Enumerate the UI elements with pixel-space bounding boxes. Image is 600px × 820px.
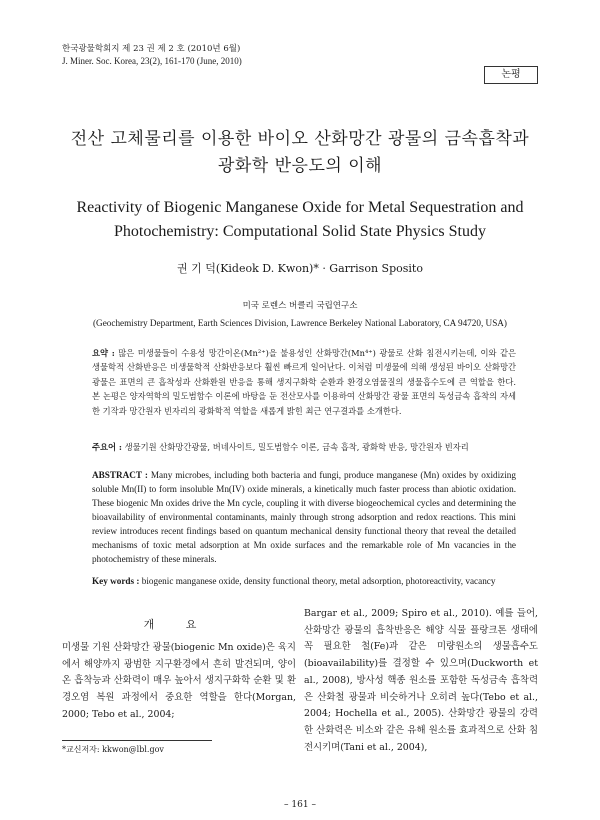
- author-list: 권 기 덕(Kideok D. Kwon)* · Garrison Sposito: [177, 262, 423, 275]
- abstract-english: [92, 468, 516, 566]
- affiliation-korean: 미국 로렌스 버클리 국립연구소: [242, 301, 358, 311]
- title-korean-line2: 광화학 반응도의 이해: [217, 156, 383, 176]
- title-english-line2: Photochemistry: Computational Solid State Physics Study: [113, 223, 486, 240]
- body-column-left: 미생물 기원 산화망간 광물(biogenic Mn oxide)은 육지에서 해양까지 광범한 지구환경에서 흔히 발견되며, 양이온 흡착능과 산화력이 매우 높아서 생지구화학 순환 및 환경오염 복원 과정에서 중요한 역할을 한다(Morgan, 2000; Tebo et al., 2004;: [62, 642, 296, 720]
- journal-header-english: J. Miner. Soc. Korea, 23(2), 161-170 (June, 2010): [62, 56, 242, 66]
- title-english-line1: Reactivity of Biogenic Manganese Oxide for Metal Sequestration and: [76, 199, 524, 216]
- keywords-english: [92, 574, 516, 588]
- abstract-korean-label: 요약 :: [92, 348, 115, 358]
- keywords-english-label: Key words :: [92, 576, 140, 586]
- title-korean-line1: 전산 고체물리를 이용한 바이오 산화망간 광물의 금속흡착과: [70, 129, 530, 149]
- keywords-english-text: biogenic manganese oxide, density functional theory, metal adsorption, photoreactivity, vacancy: [139, 576, 496, 586]
- section-heading-overview: 개 요: [143, 618, 211, 631]
- footnote-divider: [62, 740, 212, 741]
- keywords-korean-label: 주요어 :: [92, 442, 122, 452]
- body-column-right: Bargar et al., 2009; Spiro et al., 2010). 예를 들어, 산화망간 광물의 흡착반응은 해양 식물 플랑크톤 생태에 꼭 필요한 철(Fe)과 같은 미량원소의 생물흡수도(bioavailability)를 결정할 수 있으며(Duckworth et al., 2008), 방사성 핵종 원소를 포함한 독성금속 흡착력은 산화철 광물과 비슷하거나 오히려 높다(Tebo et al., 2004; Hochella et al., 2005). 산화망간 광물의 강력한 산화력은 비소와 같은 유해 원소를 효과적으로 산화 침전시키며(Tani et al., 2004),: [304, 608, 538, 753]
- affiliation-english: (Geochemistry Department, Earth Sciences Division, Lawrence Berkeley National Laboratory, CA 94720, USA): [93, 318, 507, 328]
- abstract-english-label: ABSTRACT :: [92, 470, 148, 480]
- abstract-korean: [92, 346, 516, 418]
- article-type-badge: 논평: [484, 66, 538, 84]
- abstract-korean-text: 많은 미생물들이 수용성 망간이온(Mn²⁺)을 불용성인 산화망간(Mn⁴⁺) 광물로 산화 침전시키는데, 이와 같은 생물학적 산화반응은 비생물학적 산화반응보다 훨씬 빠르게 일어난다. 이처럼 미생물에 의해 생성된 바이오 산화망간 광물은 표면의 큰 흡착성과 산화환원 반응을 통해 생지구화학 순환과 환경오염물질의 생물흡수도에 큰 역할을 한다. 본 논평은 양자역학의 밀도범함수 이론에 바탕을 둔 전산모사를 이용하여 산화망간 광물 표면의 독성금속 흡착의 자세한 기작과 망간원자 빈자리의 광화학적 역할을 새롭게 밝힌 최근 연구결과를 소개한다.: [92, 348, 516, 416]
- journal-header-korean: 한국광물학회지 제 23 권 제 2 호 (2010년 6월): [62, 44, 241, 54]
- corresponding-author-footnote: *교신저자: kkwon@lbl.gov: [62, 745, 164, 754]
- abstract-english-text: Many microbes, including both bacteria and fungi, produce manganese (Mn) oxides by oxidizing soluble Mn(II) to form insoluble Mn(IV) oxide minerals, a kinetically much faster process than abiotic oxidation. These biogenic Mn oxides drive the Mn cycle, coupling it with diverse biogeochemical cycles and determining the bioavailability of environmental contaminants, mainly through strong adsorption and redox reactions. This mini review introduces recent findings based on quantum mechanical density functional theory that reveal the detailed mechanisms of toxic metal adsorption at Mn oxide surfaces and the remarkable role of Mn vacancies in the photochemistry of these minerals.: [92, 470, 516, 564]
- page-number: – 161 –: [284, 800, 316, 810]
- keywords-korean-text: 생물기원 산화망간광물, 버네사이트, 밀도범함수 이론, 금속 흡착, 광화학 반응, 망간원자 빈자리: [122, 442, 469, 452]
- keywords-korean: [92, 440, 516, 454]
